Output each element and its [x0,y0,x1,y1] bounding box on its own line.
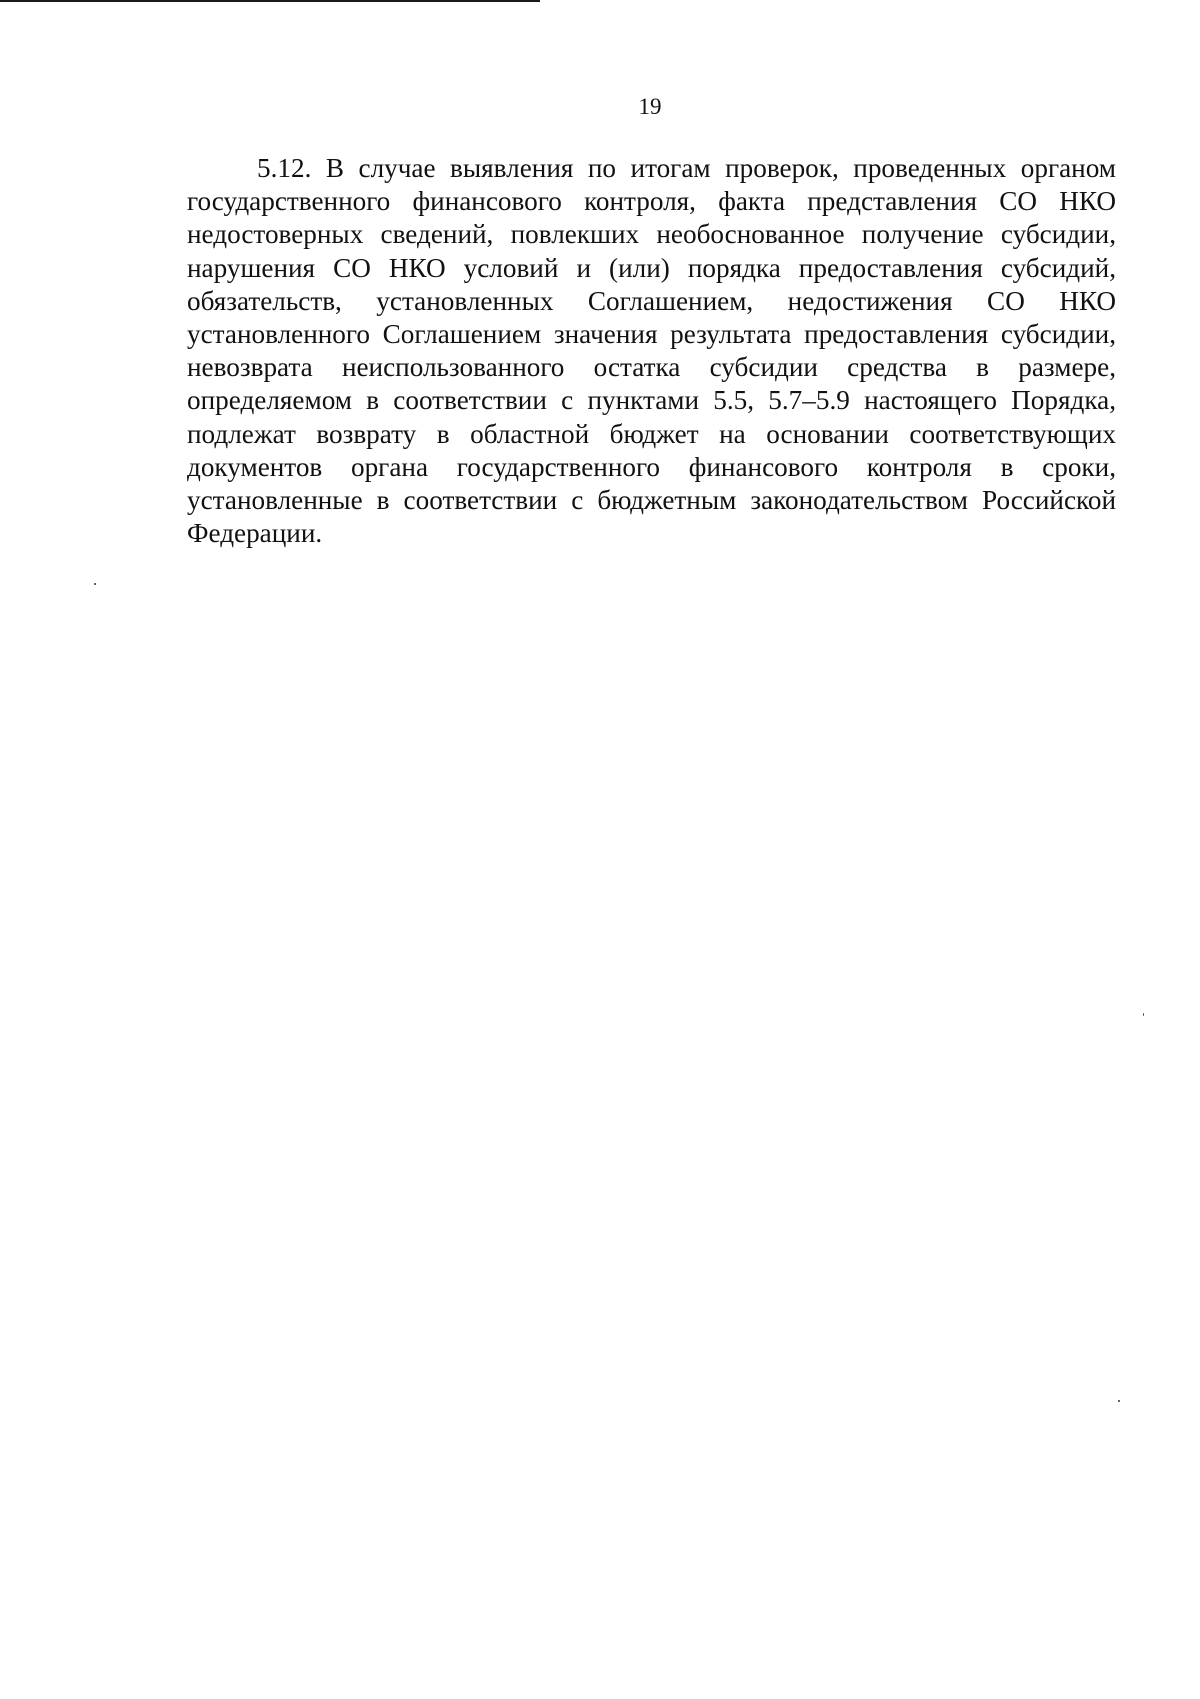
paragraph-5-12: 5.12. В случае выявления по итогам проверок, проведенных органом государственного финансового контроля, факта представления СО НКО недостоверных сведений, повлекших необоснованное получение субсидии, нарушения СО НКО условий и (или) порядка предоставления субсидий, обязательств, установленных Соглашением, недостижения СО НКО установленного Соглашением значения результата предоставления субсидии, невозврата неиспользованного остатка субсидии средства в размере, определяемом в соответствии с пунктами 5.5, 5.7–5.9 настоящего Порядка, подлежат возврату в областной бюджет на основании соответствующих документов органа государственного финансового контроля в сроки, установленные в соответствии с бюджетным законодательством Российской Федерации. [187,153,1116,549]
scan-speck [1118,1400,1120,1402]
scan-top-edge [0,0,540,2]
page-number: 19 [638,94,662,119]
scan-speck [1143,1013,1144,1016]
scan-speck [94,583,96,585]
